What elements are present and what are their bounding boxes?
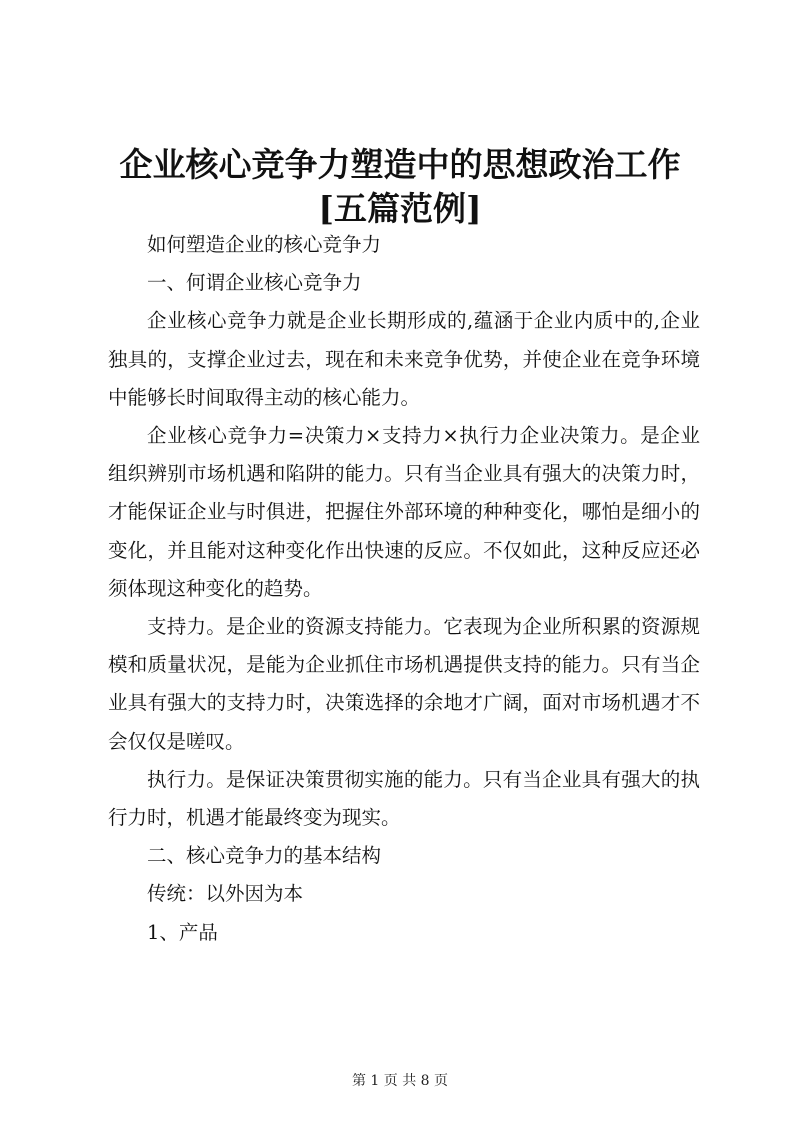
page-number-footer: 第 1 页 共 8 页 (351, 1073, 449, 1089)
paragraph: 传统：以外因为本 (147, 882, 304, 906)
paragraph: 如何塑造企业的核心竞争力 (147, 233, 382, 256)
paragraph: 支持力。是企业的资源支持能力。它表现为企业所积累的资源规模和质量状况，是能为企业抓住市场机遇提供支持的能力。只有当企业具有强大的支持力时，决策选择的余地才广阔，面对市场机遇才不会仅仅是嗟叹。 (108, 615, 700, 753)
paragraph: 执行力。是保证决策贯彻实施的能力。只有当企业具有强大的执行力时，机遇才能最终变为现实。 (108, 767, 700, 830)
list-item: 1、产品 (147, 920, 218, 944)
section-heading: 一、何谓企业核心竞争力 (147, 271, 362, 295)
document-body (108, 226, 700, 952)
paragraph: 企业核心竞争力就是企业长期形成的,蕴涵于企业内质中的,企业独具的，支撑企业过去，现在和未来竞争优势，并使企业在竞争环境中能够长时间取得主动的核心能力。 (108, 309, 700, 409)
paragraph: 企业核心竞争力=决策力×支持力×执行力企业决策力。是企业组织辨别市场机遇和陷阱的能力。只有当企业具有强大的决策力时，才能保证企业与时俱进，把握住外部环境的种种变化，哪怕是细小的变化，并且能对这种变化作出快速的反应。不仅如此，这种反应还必须体现这种变化的趋势。 (108, 424, 700, 600)
section-heading: 二、核心竞争力的基本结构 (147, 844, 382, 868)
document-title: 企业核心竞争力塑造中的思想政治工作[五篇范例] (119, 145, 681, 228)
